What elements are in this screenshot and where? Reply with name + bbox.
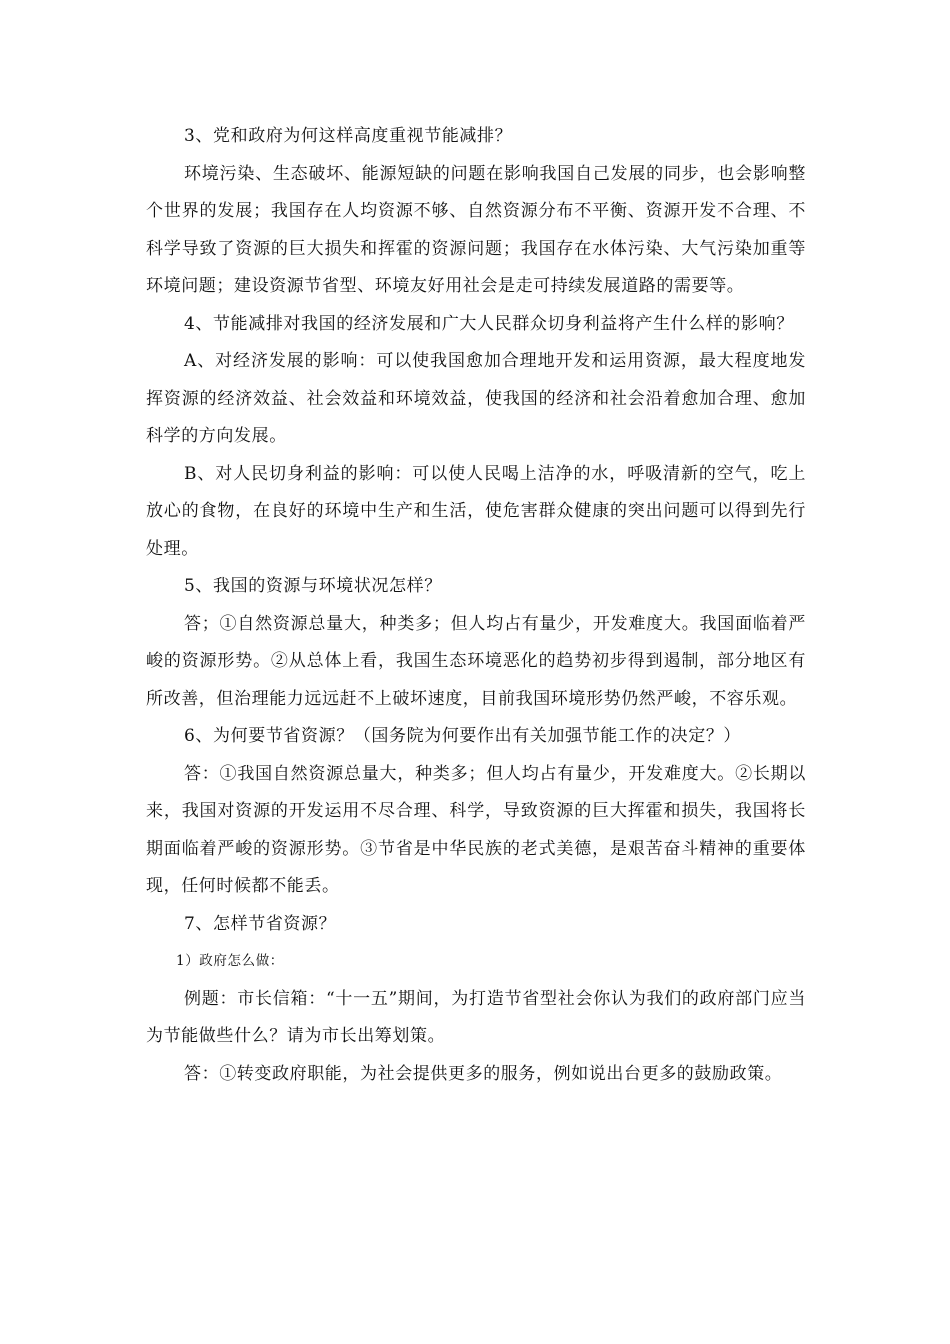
question-4-answer-a: A、对经济发展的影响：可以使我国愈加合理地开发和运用资源，最大程度地发挥资源的经济效益、社会效益和环境效益，使我国的经济和社会沿着愈加合理、愈加科学的方向发展。	[146, 351, 806, 446]
question-4-answer-b: B、对人民切身利益的影响：可以使人民喝上洁净的水，呼吸清新的空气，吃上放心的食物，在良好的环境中生产和生活，使危害群众健康的突出问题可以得到先行处理。	[146, 463, 806, 559]
question-4-heading: 4、节能减排对我国的经济发展和广大人民群众切身利益将产生什么样的影响？	[184, 313, 794, 334]
question-3-heading: 3、党和政府为何这样高度重视节能减排？	[184, 126, 513, 146]
example-question: 例题：市长信箱：“十一五”期间，为打造节省型社会你认为我们的政府部门应当为节能做些什么？请为市长出筹划策。	[146, 988, 806, 1046]
question-5-heading: 5、我国的资源与环境状况怎样？	[184, 576, 442, 596]
document-page	[146, 118, 806, 1093]
question-7-heading: 7、怎样节省资源？	[184, 913, 337, 934]
question-6-heading: 6、为何要节省资源？（国务院为何要作出有关加强节能工作的决定？）	[184, 726, 742, 746]
question-6-answer: 答：①我国自然资源总量大，种类多；但人均占有量少，开发难度大。②长期以来，我国对资源的开发运用不尽合理、科学，导致资源的巨大挥霍和损失，我国将长期面临着严峻的资源形势。③节省是中华民族的老式美德，是艰苦奋斗精神的重要体现，任何时候都不能丢。	[146, 763, 806, 896]
example-answer: 答：①转变政府职能，为社会提供更多的服务，例如说出台更多的鼓励政策。	[184, 1063, 783, 1084]
question-3-answer: 环境污染、生态破坏、能源短缺的问题在影响我国自己发展的同步，也会影响整个世界的发展；我国存在人均资源不够、自然资源分布不平衡、资源开发不合理、不科学导致了资源的巨大损失和挥霍的资源问题；我国存在水体污染、大气污染加重等环境问题；建设资源节省型、环境友好用社会是走可持续发展道路的需要等。	[146, 163, 806, 296]
question-7-subheading: 1）政府怎么做：	[176, 953, 284, 969]
question-5-answer: 答；①自然资源总量大，种类多；但人均占有量少，开发难度大。我国面临着严峻的资源形势。②从总体上看，我国生态环境恶化的趋势初步得到遏制，部分地区有所改善，但治理能力远远赶不上破坏速度，目前我国环境形势仍然严峻，不容乐观。	[146, 613, 806, 709]
